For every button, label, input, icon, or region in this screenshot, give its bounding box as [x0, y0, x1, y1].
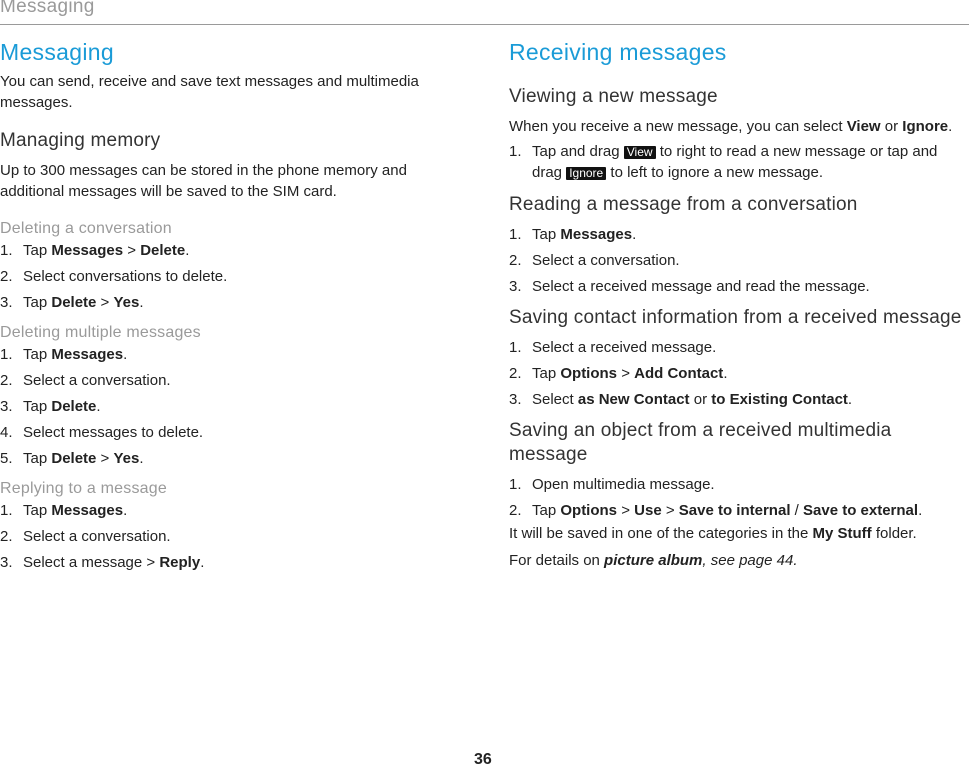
heading-reading-message: Reading a message from a conversation: [509, 194, 858, 215]
steps-reading: [509, 224, 969, 297]
left-column: [0, 36, 470, 578]
list-item: 1. Select a received message.: [509, 339, 717, 356]
page-number: 36: [474, 751, 492, 768]
list-item: 2. Tap Options > Use > Save to internal / Save to external.: [509, 502, 923, 519]
list-item: 2. Select a conversation.: [0, 528, 171, 545]
steps-saving-contact: [509, 337, 969, 410]
heading-managing-memory: Managing memory: [0, 130, 161, 151]
steps-deleting-conversation: [0, 240, 470, 313]
list-item: 3. Tap Delete.: [0, 398, 101, 415]
list-item: 5. Tap Delete > Yes.: [0, 450, 144, 467]
list-item: 3. Select a received message and read the message.: [509, 278, 870, 295]
list-item: 1. Tap Messages.: [509, 226, 637, 243]
steps-deleting-multiple: [0, 344, 470, 469]
intro-text: You can send, receive and save text messages and multimedia messages.: [0, 73, 419, 111]
steps-viewing: [509, 141, 969, 183]
running-head: Messaging: [0, 0, 95, 17]
list-item: 4. Select messages to delete.: [0, 424, 204, 441]
list-item: 1. Tap Messages.: [0, 346, 128, 363]
heading-replying: Replying to a message: [0, 480, 167, 497]
right-column: [509, 36, 969, 571]
list-item: 1. Tap Messages > Delete.: [0, 242, 190, 259]
list-item: 3. Select as New Contact or to Existing Contact.: [509, 391, 853, 408]
steps-replying: [0, 500, 470, 573]
section-title-messaging: Messaging: [0, 39, 114, 65]
managing-memory-text: Up to 300 messages can be stored in the phone memory and additional messages will be saved to the SIM card.: [0, 162, 407, 200]
list-item: 2. Tap Options > Add Contact.: [509, 365, 728, 382]
viewing-text: When you receive a new message, you can select View or Ignore.: [509, 118, 953, 135]
heading-saving-contact: Saving contact information from a received message: [509, 307, 962, 328]
heading-saving-object: Saving an object from a received multimedia message: [509, 420, 892, 465]
heading-viewing-new-message: Viewing a new message: [509, 86, 718, 107]
header-divider: [0, 24, 969, 25]
view-button-image: View: [624, 146, 656, 159]
list-item: 1. Tap and drag View to right to read a new message or tap and drag Ignore to left to ignore a new message.: [509, 143, 938, 181]
steps-saving-object: [509, 474, 969, 521]
list-item: 1. Open multimedia message.: [509, 476, 715, 493]
save-location-note: It will be saved in one of the categories in the My Stuff folder.: [509, 525, 917, 542]
list-item: 2. Select conversations to delete.: [0, 268, 228, 285]
list-item: 2. Select a conversation.: [0, 372, 171, 389]
list-item: 1. Tap Messages.: [0, 502, 128, 519]
heading-deleting-conversation: Deleting a conversation: [0, 220, 172, 237]
list-item: 2. Select a conversation.: [509, 252, 680, 269]
list-item: 3. Tap Delete > Yes.: [0, 294, 144, 311]
see-page-reference: For details on picture album, see page 44.: [509, 552, 798, 569]
list-item: 3. Select a message > Reply.: [0, 554, 205, 571]
section-title-receiving: Receiving messages: [509, 39, 727, 65]
ignore-button-image: Ignore: [566, 167, 606, 180]
heading-deleting-multiple: Deleting multiple messages: [0, 324, 201, 341]
